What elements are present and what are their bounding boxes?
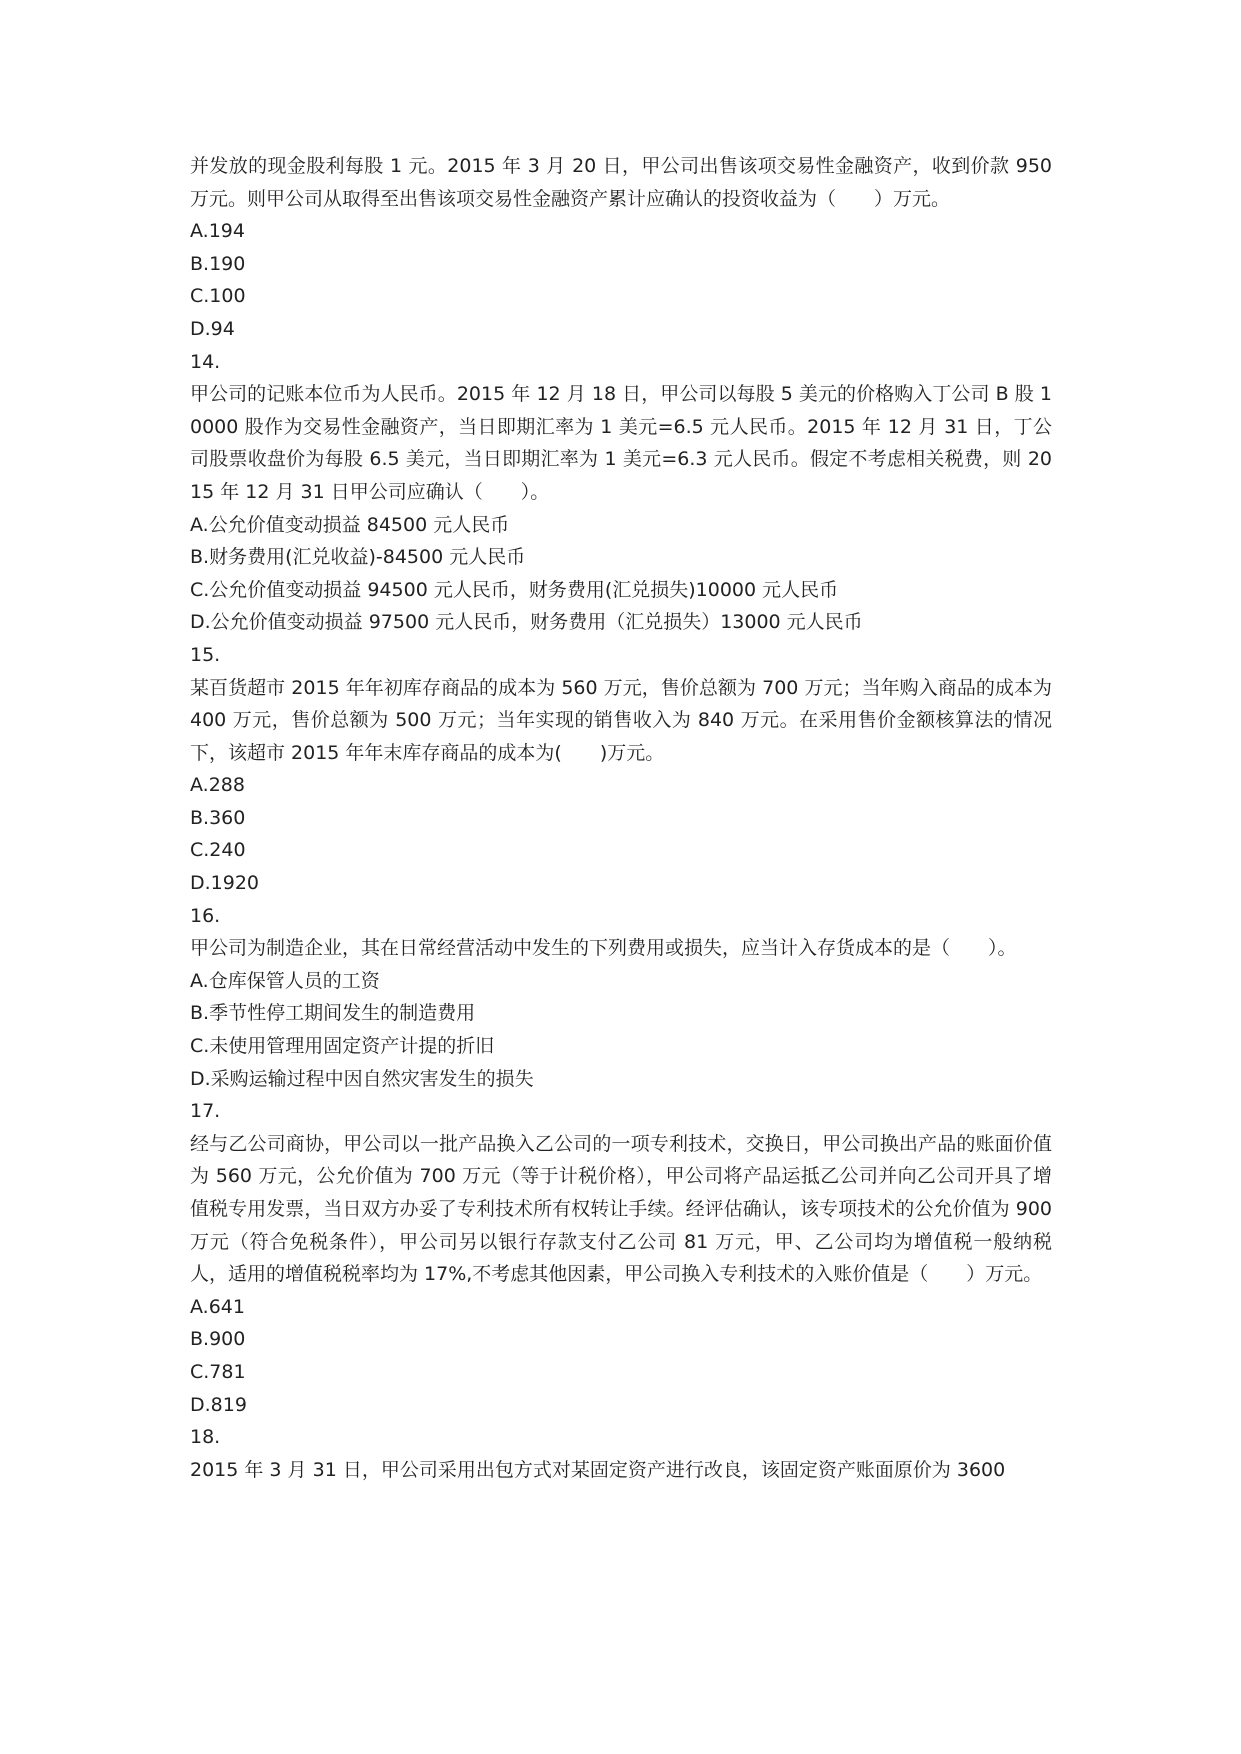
- q13-option-b: B.190: [190, 252, 246, 275]
- q17-option-d: D.819: [190, 1393, 247, 1416]
- q15-option-c: C.240: [190, 839, 246, 862]
- q16-option-c: C.未使用管理用固定资产计提的折旧: [190, 1035, 495, 1058]
- q15-option-a: A.288: [190, 774, 245, 797]
- q16-option-d: D.采购运输过程中因自然灾害发生的损失: [190, 1067, 534, 1090]
- q17-option-b: B.900: [190, 1328, 246, 1351]
- q14-option-b: B.财务费用(汇兑收益)-84500 元人民币: [190, 546, 526, 569]
- q17-option-c: C.781: [190, 1360, 246, 1383]
- q15-number: 15.: [190, 643, 221, 666]
- document-body: [190, 150, 1052, 1486]
- q17-option-a: A.641: [190, 1295, 245, 1318]
- q15-stem: 某百货超市 2015 年年初库存商品的成本为 560 万元，售价总额为 700 万元；当年购入商品的成本为 400 万元，售价总额为 500 万元；当年实现的销售收入为 840 万元。在采用售价金额核算法的情况下，该超市 2015 年年末库存商品的成本为( )万元。: [190, 676, 1052, 764]
- q16-number: 16.: [190, 904, 221, 927]
- q14-option-d: D.公允价值变动损益 97500 元人民币，财务费用（汇兑损失）13000 元人民币: [190, 611, 863, 634]
- q14-option-a: A.公允价值变动损益 84500 元人民币: [190, 513, 510, 536]
- q18-stem: 2015 年 3 月 31 日，甲公司采用出包方式对某固定资产进行改良，该固定资产账面原价为 3600: [190, 1458, 1006, 1481]
- q16-stem: 甲公司为制造企业，其在日常经营活动中发生的下列费用或损失，应当计入存货成本的是（ ）。: [190, 937, 1017, 960]
- q15-option-b: B.360: [190, 806, 246, 829]
- q17-stem: 经与乙公司商协，甲公司以一批产品换入乙公司的一项专利技术，交换日，甲公司换出产品的账面价值为 560 万元，公允价值为 700 万元（等于计税价格），甲公司将产品运抵乙公司并向乙公司开具了增值税专用发票，当日双方办妥了专利技术所有权转让手续。经评估确认，该专项技术的公允价值为 900 万元（符合免税条件），甲公司另以银行存款支付乙公司 81 万元，甲、乙公司均为增值税一般纳税人，适用的增值税税率均为 17%,不考虑其他因素，甲公司换入专利技术的入账价值是（ ）万元。: [190, 1132, 1052, 1286]
- q14-option-c: C.公允价值变动损益 94500 元人民币，财务费用(汇兑损失)10000 元人民币: [190, 578, 839, 601]
- q14-number: 14.: [190, 350, 221, 373]
- q13-option-d: D.94: [190, 317, 235, 340]
- q13-stem-continued: 并发放的现金股利每股 1 元。2015 年 3 月 20 日，甲公司出售该项交易性金融资产，收到价款 950 万元。则甲公司从取得至出售该项交易性金融资产累计应确认的投资收益为（ ）万元。: [190, 155, 1052, 210]
- q17-number: 17.: [190, 1100, 221, 1123]
- q15-option-d: D.1920: [190, 872, 260, 895]
- q16-option-a: A.仓库保管人员的工资: [190, 969, 380, 992]
- q13-option-c: C.100: [190, 285, 246, 308]
- q18-number: 18.: [190, 1426, 221, 1449]
- q14-stem: 甲公司的记账本位币为人民币。2015 年 12 月 18 日，甲公司以每股 5 美元的价格购入丁公司 B 股 10000 股作为交易性金融资产，当日即期汇率为 1 美元=6.5 元人民币。2015 年 12 月 31 日，丁公司股票收盘价为每股 6.5 美元，当日即期汇率为 1 美元=6.3 元人民币。假定不考虑相关税费，则 2015 年 12 月 31 日甲公司应确认（ ）。: [190, 383, 1052, 503]
- q16-option-b: B.季节性停工期间发生的制造费用: [190, 1002, 476, 1025]
- q13-option-a: A.194: [190, 220, 245, 243]
